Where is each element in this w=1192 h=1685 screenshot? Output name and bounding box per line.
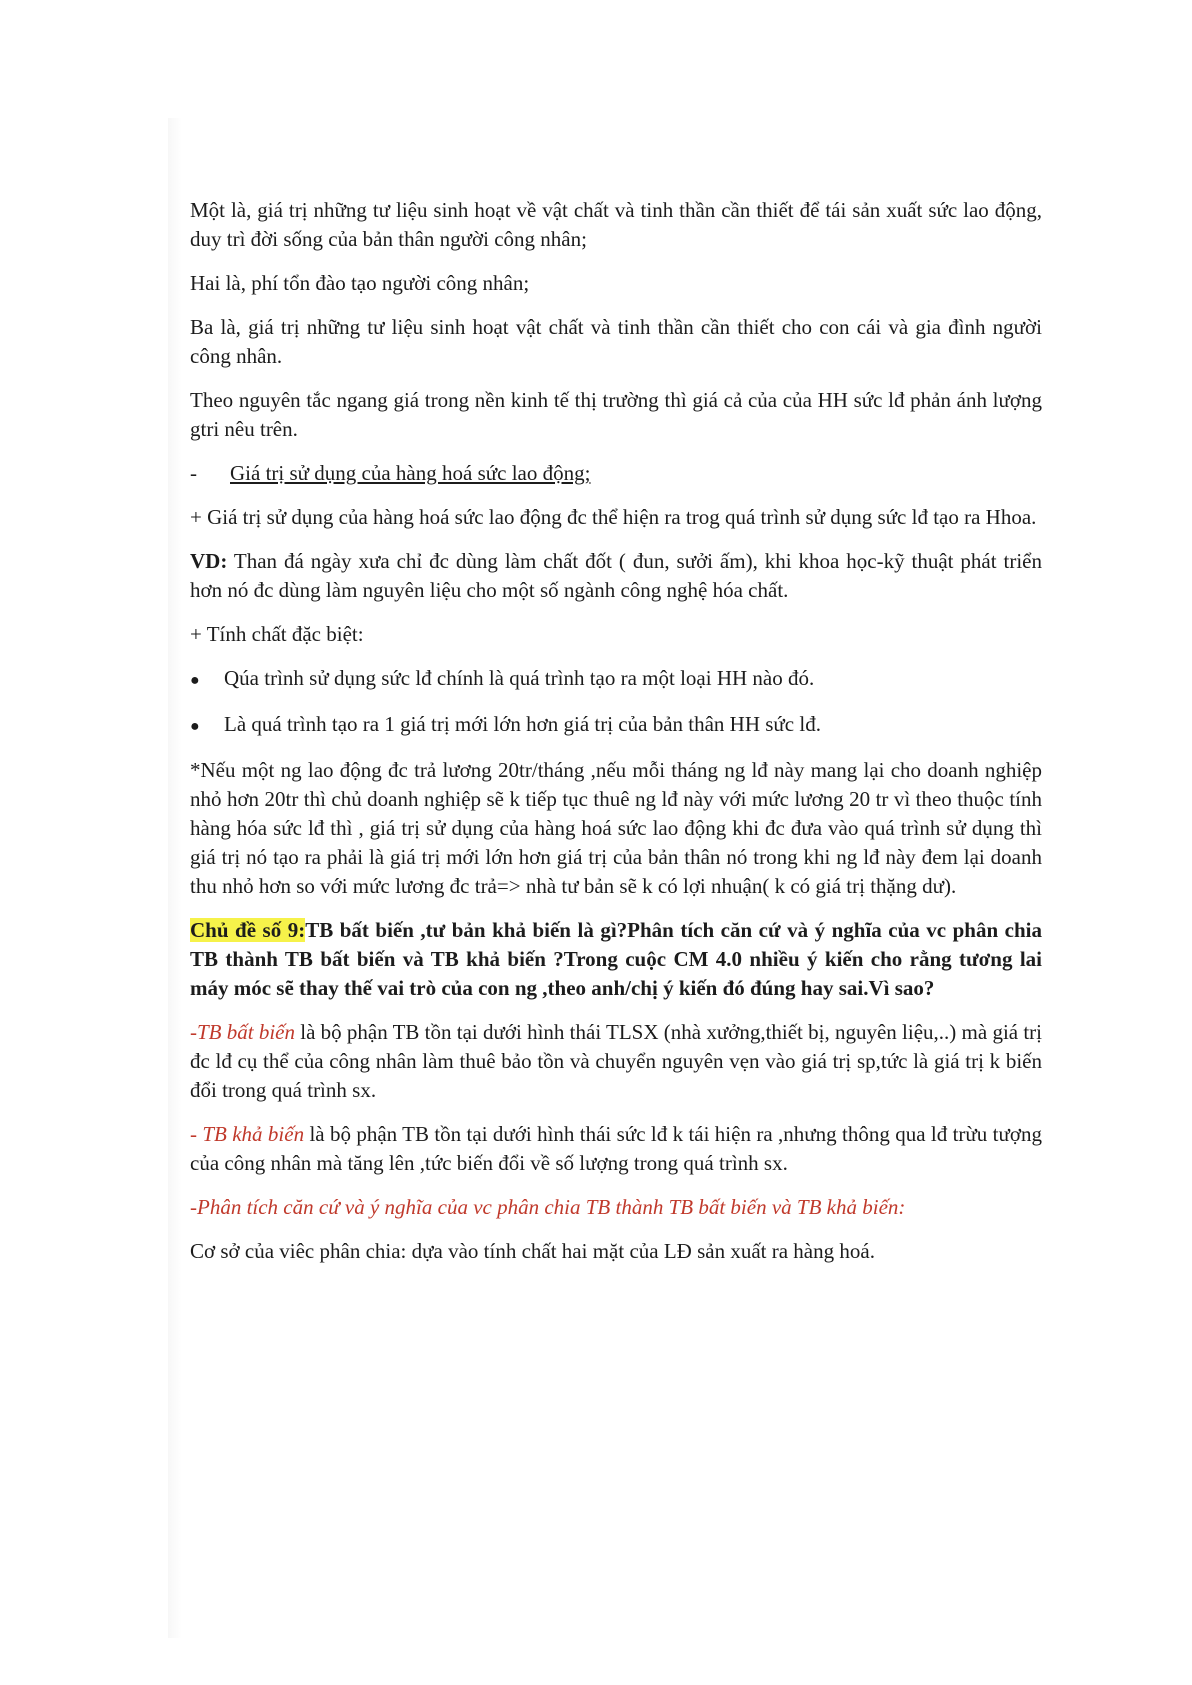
analysis-heading: -Phân tích căn cứ và ý nghĩa của vc phân chia TB thành TB bất biến và TB khả biến: [190,1195,906,1219]
paragraph-variable-capital [190,1120,1042,1178]
document-body [190,196,1042,1281]
paragraph-basis: Cơ sở của viêc phân chia: dựa vào tính chất hai mặt của LĐ sản xuất ra hàng hoá. [190,1239,875,1263]
paragraph-example [190,547,1042,605]
list-item [190,664,1042,695]
dash-marker: - [190,461,197,485]
use-value-heading: Giá trị sử dụng của hàng hoá sức lao động; [230,461,591,485]
topic-heading [190,916,1042,1003]
use-value-heading-line [190,459,1042,488]
constant-capital-term: -TB bất biến [190,1020,295,1044]
paragraph-constant-capital [190,1018,1042,1105]
paragraph-second-component: Hai là, phí tổn đào tạo người công nhân; [190,271,530,295]
topic-label: Chủ đề số 9: [190,918,306,942]
list-item-text: Là quá trình tạo ra 1 giá trị mới lớn hơn giá trị của bản thân HH sức lđ. [224,712,821,736]
example-text: Than đá ngày xưa chỉ đc dùng làm chất đốt ( đun, sưởi ấm), khi khoa học-kỹ thuật phát triển hơn nó đc dùng làm nguyên liệu cho một số ngành công nghệ hóa chất. [190,549,1042,602]
bullet-icon: ● [190,672,200,689]
list-item-text: Qúa trình sử dụng sức lđ chính là quá trình tạo ra một loại HH nào đó. [224,666,815,690]
variable-capital-term: - TB khả biến [190,1122,305,1146]
list-item [190,710,1042,741]
topic-question: TB bất biến ,tư bản khả biến là gì?Phân tích căn cứ và ý nghĩa của vc phân chia TB thành TB bất biến và TB khả biến ?Trong cuộc CM 4.0 nhiều ý kiến cho rằng tương lai máy móc sẽ thay thế vai trò của con ng ,theo anh/chị ý kiến đó đúng hay sai.Vì sao? [190,918,1042,1000]
special-property-list [190,664,1042,741]
constant-capital-text: là bộ phận TB tồn tại dưới hình thái TLSX (nhà xưởng,thiết bị, nguyên liệu,..) mà giá trị đc lđ cụ thể của công nhân làm thuê bảo tồn và chuyển nguyên vẹn vào giá trị sp,tức là giá trị k biến đổi trong quá trình sx. [190,1020,1043,1102]
bullet-icon: ● [190,718,200,735]
paragraph-use-value: + Giá trị sử dụng của hàng hoá sức lao động đc thể hiện ra trog quá trình sử dụng sức lđ tạo ra Hhoa. [190,505,1037,529]
paragraph-special-property: + Tính chất đặc biệt: [190,622,364,646]
paragraph-first-component: Một là, giá trị những tư liệu sinh hoạt về vật chất và tinh thần cần thiết để tái sản xuất sức lao động, duy trì đời sống của bản thân người công nhân; [190,198,1042,251]
example-label: VD: [190,549,228,573]
variable-capital-text: là bộ phận TB tồn tại dưới hình thái sức lđ k tái hiện ra ,nhưng thông qua lđ trừu tượng của công nhân mà tăng lên ,tức biến đổi về số lượng trong quá trình sx. [190,1122,1042,1175]
paragraph-salary-example: *Nếu một ng lao động đc trả lương 20tr/tháng ,nếu mỗi tháng ng lđ này mang lại cho doanh nghiệp nhỏ hơn 20tr thì chủ doanh nghiệp sẽ k tiếp tục thuê ng lđ này với mức lương 20 tr vì theo thuộc tính hàng hóa sức lđ thì , giá trị sử dụng của hàng hoá sức lao động khi đc đưa vào quá trình sử dụng thì giá trị nó tạo ra phải là giá trị mới lớn hơn giá trị của bản thân nó trong khi ng lđ này đem lại doanh thu nhỏ hơn so với mức lương đc trả=> nhà tư bản sẽ k có lợi nhuận( k có giá trị thặng dư). [190,758,1042,898]
paragraph-third-component: Ba là, giá trị những tư liệu sinh hoạt vật chất và tinh thần cần thiết cho con cái và gia đình người công nhân. [190,315,1042,368]
paragraph-equivalence-principle: Theo nguyên tắc ngang giá trong nền kinh tế thị trường thì giá cả của của HH sức lđ phản ánh lượng gtri nêu trên. [190,388,1042,441]
